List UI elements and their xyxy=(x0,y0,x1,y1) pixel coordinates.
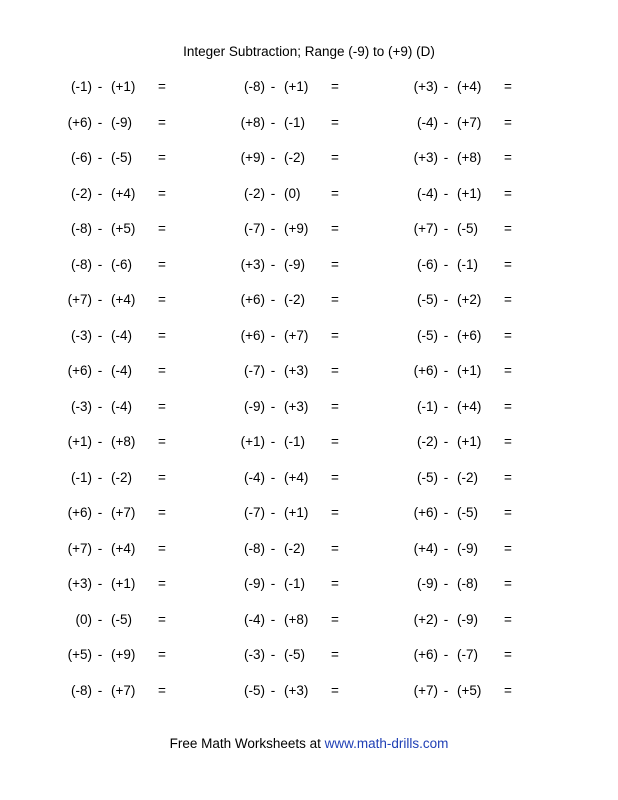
second-operand: (-1) xyxy=(284,114,305,130)
second-operand: (+1) xyxy=(457,434,482,449)
second-operand: (0) xyxy=(284,185,301,201)
first-operand: (-5) xyxy=(417,327,438,343)
minus-sign: - xyxy=(97,292,103,307)
equals-sign: = xyxy=(504,221,512,236)
equals-sign: = xyxy=(504,540,512,556)
equals-sign: = xyxy=(331,150,339,165)
second-operand: (-1) xyxy=(284,576,305,591)
first-operand: (+3) xyxy=(413,79,438,94)
second-operand: (-5) xyxy=(457,221,478,236)
equals-sign: = xyxy=(504,256,512,272)
minus-sign: - xyxy=(443,647,449,662)
minus-sign: - xyxy=(270,611,276,627)
second-operand: (+5) xyxy=(457,682,482,698)
first-operand: (+1) xyxy=(240,434,265,449)
minus-sign: - xyxy=(270,469,276,485)
second-operand: (-9) xyxy=(111,114,132,130)
problem-row xyxy=(0,185,618,203)
footer-text: Free Math Worksheets at xyxy=(169,736,325,751)
minus-sign: - xyxy=(97,505,103,520)
minus-sign: - xyxy=(97,682,103,698)
minus-sign: - xyxy=(270,150,276,165)
equals-sign: = xyxy=(158,505,166,520)
first-operand: (+7) xyxy=(413,682,438,698)
second-operand: (+8) xyxy=(111,434,136,449)
first-operand: (-6) xyxy=(417,256,438,272)
second-operand: (-2) xyxy=(457,469,478,485)
equals-sign: = xyxy=(504,150,512,165)
footer xyxy=(0,735,618,753)
equals-sign: = xyxy=(331,185,339,201)
second-operand: (+4) xyxy=(457,398,482,414)
minus-sign: - xyxy=(443,327,449,343)
first-operand: (-8) xyxy=(71,682,92,698)
equals-sign: = xyxy=(158,114,166,130)
first-operand: (+6) xyxy=(67,114,92,130)
first-operand: (-5) xyxy=(244,682,265,698)
equals-sign: = xyxy=(158,398,166,414)
second-operand: (+7) xyxy=(111,505,136,520)
equals-sign: = xyxy=(331,363,339,378)
second-operand: (-7) xyxy=(457,647,478,662)
equals-sign: = xyxy=(158,469,166,485)
problem-row xyxy=(0,327,618,345)
first-operand: (-2) xyxy=(417,434,438,449)
minus-sign: - xyxy=(97,185,103,201)
minus-sign: - xyxy=(443,256,449,272)
equals-sign: = xyxy=(504,647,512,662)
equals-sign: = xyxy=(158,363,166,378)
problem-row xyxy=(0,291,618,309)
minus-sign: - xyxy=(270,221,276,236)
minus-sign: - xyxy=(97,540,103,556)
minus-sign: - xyxy=(97,256,103,272)
second-operand: (-2) xyxy=(284,540,305,556)
first-operand: (-1) xyxy=(71,469,92,485)
equals-sign: = xyxy=(504,434,512,449)
first-operand: (+7) xyxy=(67,540,92,556)
minus-sign: - xyxy=(270,327,276,343)
equals-sign: = xyxy=(331,611,339,627)
minus-sign: - xyxy=(97,398,103,414)
minus-sign: - xyxy=(270,256,276,272)
first-operand: (+9) xyxy=(240,150,265,165)
minus-sign: - xyxy=(270,292,276,307)
equals-sign: = xyxy=(504,398,512,414)
minus-sign: - xyxy=(270,576,276,591)
problem-row xyxy=(0,398,618,416)
minus-sign: - xyxy=(270,114,276,130)
problem-row xyxy=(0,220,618,238)
second-operand: (+4) xyxy=(111,292,136,307)
equals-sign: = xyxy=(158,256,166,272)
problem-row xyxy=(0,362,618,380)
second-operand: (-8) xyxy=(457,576,478,591)
equals-sign: = xyxy=(504,363,512,378)
minus-sign: - xyxy=(270,398,276,414)
minus-sign: - xyxy=(270,505,276,520)
problem-row xyxy=(0,149,618,167)
first-operand: (+7) xyxy=(67,292,92,307)
equals-sign: = xyxy=(331,434,339,449)
minus-sign: - xyxy=(97,150,103,165)
minus-sign: - xyxy=(443,682,449,698)
minus-sign: - xyxy=(443,398,449,414)
minus-sign: - xyxy=(443,114,449,130)
minus-sign: - xyxy=(97,469,103,485)
second-operand: (+3) xyxy=(284,363,309,378)
minus-sign: - xyxy=(443,434,449,449)
minus-sign: - xyxy=(270,647,276,662)
second-operand: (+1) xyxy=(457,185,482,201)
second-operand: (+1) xyxy=(111,576,136,591)
minus-sign: - xyxy=(443,150,449,165)
first-operand: (-3) xyxy=(71,398,92,414)
footer-link[interactable]: www.math-drills.com xyxy=(324,736,449,751)
first-operand: (-8) xyxy=(244,79,265,94)
first-operand: (-1) xyxy=(71,79,92,94)
minus-sign: - xyxy=(97,363,103,378)
first-operand: (+3) xyxy=(67,576,92,591)
second-operand: (-2) xyxy=(284,292,305,307)
second-operand: (+3) xyxy=(284,682,309,698)
first-operand: (-4) xyxy=(417,185,438,201)
first-operand: (+4) xyxy=(413,540,438,556)
second-operand: (+1) xyxy=(284,79,309,94)
equals-sign: = xyxy=(158,79,166,94)
minus-sign: - xyxy=(97,79,103,94)
minus-sign: - xyxy=(443,185,449,201)
second-operand: (+4) xyxy=(284,469,309,485)
problem-row xyxy=(0,611,618,629)
equals-sign: = xyxy=(331,256,339,272)
first-operand: (0) xyxy=(75,611,92,627)
first-operand: (-5) xyxy=(417,469,438,485)
first-operand: (-8) xyxy=(71,256,92,272)
second-operand: (+9) xyxy=(284,221,309,236)
problem-row xyxy=(0,575,618,593)
equals-sign: = xyxy=(158,150,166,165)
second-operand: (-4) xyxy=(111,327,132,343)
minus-sign: - xyxy=(97,327,103,343)
equals-sign: = xyxy=(158,540,166,556)
equals-sign: = xyxy=(158,185,166,201)
first-operand: (-8) xyxy=(71,221,92,236)
equals-sign: = xyxy=(504,576,512,591)
first-operand: (-4) xyxy=(244,611,265,627)
equals-sign: = xyxy=(158,292,166,307)
first-operand: (-9) xyxy=(417,576,438,591)
problem-row xyxy=(0,682,618,700)
minus-sign: - xyxy=(443,79,449,94)
second-operand: (-4) xyxy=(111,398,132,414)
second-operand: (+1) xyxy=(111,79,136,94)
equals-sign: = xyxy=(331,292,339,307)
first-operand: (+6) xyxy=(413,363,438,378)
first-operand: (-2) xyxy=(244,185,265,201)
second-operand: (+4) xyxy=(457,79,482,94)
second-operand: (-9) xyxy=(457,540,478,556)
second-operand: (+4) xyxy=(111,185,136,201)
first-operand: (-1) xyxy=(417,398,438,414)
first-operand: (+3) xyxy=(240,256,265,272)
minus-sign: - xyxy=(443,292,449,307)
first-operand: (+6) xyxy=(67,363,92,378)
equals-sign: = xyxy=(331,682,339,698)
second-operand: (-2) xyxy=(111,469,132,485)
second-operand: (-4) xyxy=(111,363,132,378)
first-operand: (+6) xyxy=(240,327,265,343)
second-operand: (+8) xyxy=(284,611,309,627)
second-operand: (+6) xyxy=(457,327,482,343)
equals-sign: = xyxy=(158,682,166,698)
first-operand: (-9) xyxy=(244,576,265,591)
equals-sign: = xyxy=(158,434,166,449)
first-operand: (-3) xyxy=(71,327,92,343)
problem-row xyxy=(0,78,618,96)
problem-row xyxy=(0,504,618,522)
first-operand: (+5) xyxy=(67,647,92,662)
minus-sign: - xyxy=(443,540,449,556)
minus-sign: - xyxy=(443,221,449,236)
first-operand: (+6) xyxy=(413,647,438,662)
minus-sign: - xyxy=(97,611,103,627)
worksheet-title: Integer Subtraction; Range (-9) to (+9) (D) xyxy=(183,44,435,59)
second-operand: (-5) xyxy=(111,150,132,165)
equals-sign: = xyxy=(331,540,339,556)
second-operand: (-5) xyxy=(284,647,305,662)
equals-sign: = xyxy=(158,647,166,662)
second-operand: (+2) xyxy=(457,292,482,307)
second-operand: (+7) xyxy=(284,327,309,343)
problem-row xyxy=(0,646,618,664)
first-operand: (-6) xyxy=(71,150,92,165)
first-operand: (+6) xyxy=(67,505,92,520)
equals-sign: = xyxy=(158,576,166,591)
first-operand: (-8) xyxy=(244,540,265,556)
problem-row xyxy=(0,114,618,132)
first-operand: (+6) xyxy=(413,505,438,520)
equals-sign: = xyxy=(331,327,339,343)
minus-sign: - xyxy=(443,469,449,485)
first-operand: (-5) xyxy=(417,292,438,307)
minus-sign: - xyxy=(97,576,103,591)
first-operand: (-4) xyxy=(244,469,265,485)
problem-row xyxy=(0,469,618,487)
equals-sign: = xyxy=(331,398,339,414)
minus-sign: - xyxy=(270,540,276,556)
equals-sign: = xyxy=(331,114,339,130)
equals-sign: = xyxy=(504,611,512,627)
minus-sign: - xyxy=(443,576,449,591)
first-operand: (+3) xyxy=(413,150,438,165)
second-operand: (+4) xyxy=(111,540,136,556)
minus-sign: - xyxy=(97,647,103,662)
problem-row xyxy=(0,433,618,451)
minus-sign: - xyxy=(270,434,276,449)
first-operand: (-3) xyxy=(244,647,265,662)
first-operand: (-2) xyxy=(71,185,92,201)
second-operand: (-6) xyxy=(111,256,132,272)
first-operand: (-9) xyxy=(244,398,265,414)
minus-sign: - xyxy=(443,363,449,378)
second-operand: (-5) xyxy=(111,611,132,627)
equals-sign: = xyxy=(504,469,512,485)
minus-sign: - xyxy=(443,611,449,627)
equals-sign: = xyxy=(158,221,166,236)
problem-row xyxy=(0,256,618,274)
first-operand: (-7) xyxy=(244,221,265,236)
second-operand: (+5) xyxy=(111,221,136,236)
equals-sign: = xyxy=(504,185,512,201)
equals-sign: = xyxy=(504,79,512,94)
second-operand: (-9) xyxy=(284,256,305,272)
minus-sign: - xyxy=(97,434,103,449)
second-operand: (+3) xyxy=(284,398,309,414)
first-operand: (-4) xyxy=(417,114,438,130)
first-operand: (+7) xyxy=(413,221,438,236)
equals-sign: = xyxy=(331,647,339,662)
first-operand: (+6) xyxy=(240,292,265,307)
problem-row xyxy=(0,540,618,558)
second-operand: (+1) xyxy=(457,363,482,378)
equals-sign: = xyxy=(331,505,339,520)
equals-sign: = xyxy=(331,576,339,591)
equals-sign: = xyxy=(504,682,512,698)
second-operand: (+8) xyxy=(457,150,482,165)
second-operand: (+7) xyxy=(457,114,482,130)
equals-sign: = xyxy=(158,327,166,343)
first-operand: (-7) xyxy=(244,505,265,520)
equals-sign: = xyxy=(158,611,166,627)
first-operand: (+2) xyxy=(413,611,438,627)
minus-sign: - xyxy=(270,363,276,378)
second-operand: (+7) xyxy=(111,682,136,698)
second-operand: (-1) xyxy=(457,256,478,272)
minus-sign: - xyxy=(270,185,276,201)
equals-sign: = xyxy=(504,505,512,520)
first-operand: (-7) xyxy=(244,363,265,378)
equals-sign: = xyxy=(504,327,512,343)
minus-sign: - xyxy=(443,505,449,520)
minus-sign: - xyxy=(97,221,103,236)
equals-sign: = xyxy=(331,221,339,236)
second-operand: (-9) xyxy=(457,611,478,627)
minus-sign: - xyxy=(270,79,276,94)
minus-sign: - xyxy=(270,682,276,698)
equals-sign: = xyxy=(504,114,512,130)
second-operand: (-2) xyxy=(284,150,305,165)
first-operand: (+1) xyxy=(67,434,92,449)
equals-sign: = xyxy=(331,79,339,94)
first-operand: (+8) xyxy=(240,114,265,130)
equals-sign: = xyxy=(504,292,512,307)
equals-sign: = xyxy=(331,469,339,485)
second-operand: (-1) xyxy=(284,434,305,449)
second-operand: (-5) xyxy=(457,505,478,520)
minus-sign: - xyxy=(97,114,103,130)
second-operand: (+1) xyxy=(284,505,309,520)
second-operand: (+9) xyxy=(111,647,136,662)
